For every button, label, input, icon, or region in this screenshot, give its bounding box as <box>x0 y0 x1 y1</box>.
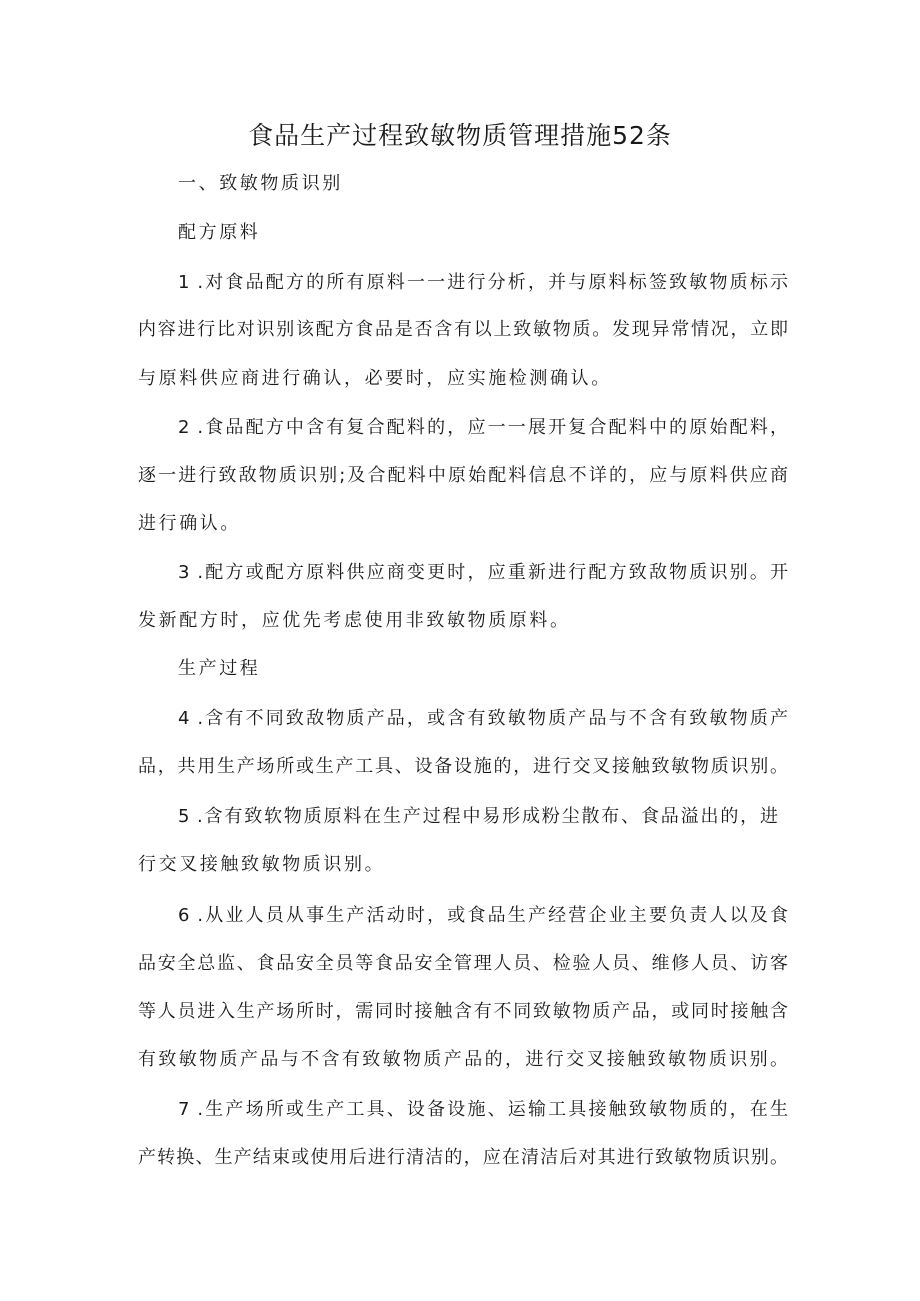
document-title: 食品生产过程致敏物质管理措施52条 <box>248 121 672 150</box>
item-1-line-1: 1 .对食品配方的所有原料一一进行分析，并与原料标签致敏物质标示 <box>178 272 788 293</box>
item-3-line-2: 发新配方时，应优先考虑使用非致敏物质原料。 <box>138 610 571 631</box>
item-6-line-4: 有致敏物质产品与不含有致敏物质产品的，进行交叉接触致敏物质识别。 <box>138 1049 788 1070</box>
item-1-line-2: 内容进行比对识别该配方食品是否含有以上致敏物质。发现异常情况，立即 <box>138 319 788 340</box>
item-6-line-2: 品安全总监、食品安全员等食品安全管理人员、检验人员、维修人员、访客 <box>138 953 788 974</box>
item-5-line-2: 行交叉接触致敏物质识别。 <box>138 854 386 875</box>
item-6-line-3: 等人员进入生产场所时，需同时接触含有不同致敏物质产品，或同时接触含 <box>138 1001 788 1022</box>
section-heading: 一、致敏物质识别 <box>178 173 343 194</box>
item-5-line-1: 5 .含有致软物质原料在生产过程中易形成粉尘散布、食品溢出的，进 <box>178 806 778 827</box>
subsection-heading-2: 生产过程 <box>178 658 261 679</box>
item-2-line-1: 2 .食品配方中含有复合配料的，应一一展开复合配料中的原始配料， <box>178 417 788 438</box>
item-6-line-1: 6 .从业人员从事生产活动时，或食品生产经营企业主要负责人以及食 <box>178 905 788 926</box>
item-1-line-3: 与原料供应商进行确认，必要时，应实施检测确认。 <box>138 368 612 389</box>
item-7-line-1: 7 .生产场所或生产工具、设备设施、运输工具接触致敏物质的，在生 <box>178 1099 788 1120</box>
item-2-line-3: 进行确认。 <box>138 513 241 534</box>
item-4-line-2: 品，共用生产场所或生产工具、设备设施的，进行交叉接触致敏物质识别。 <box>138 756 788 777</box>
subsection-heading: 配方原料 <box>178 222 261 243</box>
item-2-line-2: 逐一进行致敌物质识别;及合配料中原始配料信息不详的，应与原料供应商 <box>138 465 788 486</box>
item-4-line-1: 4 .含有不同致敌物质产品，或含有致敏物质产品与不含有致敏物质产 <box>178 708 788 729</box>
item-3-line-1: 3 .配方或配方原料供应商变更时，应重新进行配方致敌物质识别。开 <box>178 562 788 583</box>
item-7-line-2: 产转换、生产结束或使用后进行清洁的，应在清洁后对其进行致敏物质识别。 <box>138 1147 788 1168</box>
